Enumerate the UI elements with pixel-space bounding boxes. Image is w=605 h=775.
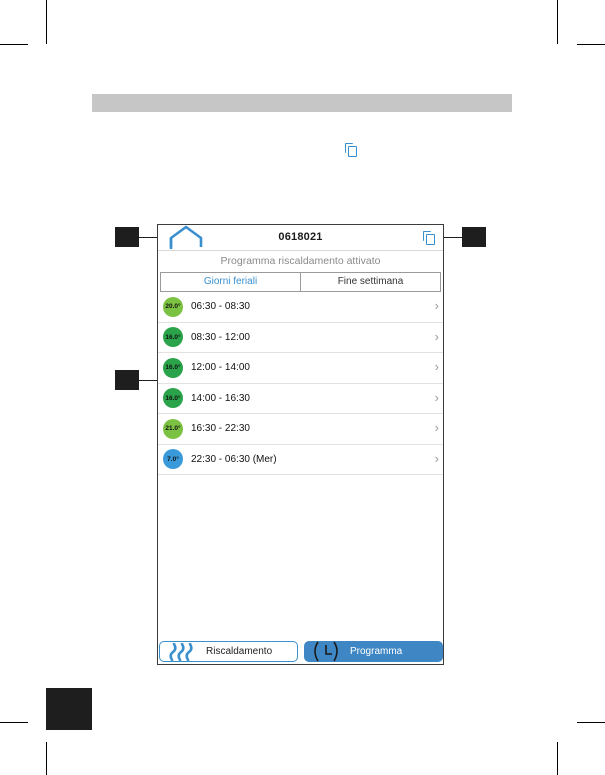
crop-mark [557,0,558,44]
temperature-badge: 21.0° [163,419,183,439]
callout-line [139,380,158,381]
schedule-row[interactable] [158,384,443,415]
crop-mark [557,742,558,775]
bottom-nav [158,640,443,664]
temperature-badge: 16.0° [163,388,183,408]
time-range: 22:30 - 06:30 (Mer) [191,453,277,465]
tab-weekdays[interactable]: Giorni feriali [161,273,301,291]
schedule-row[interactable] [158,445,443,476]
title-bar [158,225,443,251]
callout-marker-left-list [115,370,139,390]
time-range: 14:00 - 16:30 [191,392,250,404]
temperature-badge: 16.0° [163,327,183,347]
time-range: 06:30 - 08:30 [191,301,250,313]
chevron-right-icon: › [434,298,439,313]
schedule-list [158,292,443,475]
callout-marker-left-top [115,227,139,247]
section-header-bar [92,94,512,112]
program-button[interactable] [304,641,443,662]
chevron-right-icon: › [434,450,439,466]
chevron-right-icon: › [434,328,439,344]
copy-icon[interactable] [426,234,435,245]
heating-button-label: Riscaldamento [206,646,273,657]
time-range: 12:00 - 14:00 [191,362,250,374]
phone-screen [157,224,444,665]
heating-button[interactable] [159,641,298,662]
time-range: 08:30 - 12:00 [191,331,250,343]
program-button-label: Programma [350,646,403,657]
crop-mark [46,0,47,44]
crop-mark [577,44,605,45]
schedule-row[interactable] [158,292,443,323]
copy-icon [348,146,357,157]
day-tabs [160,272,441,292]
tab-weekend[interactable]: Fine settimana [337,276,404,287]
temperature-badge: 16.0° [163,358,183,378]
callout-marker-right-top [462,227,486,247]
schedule-row[interactable] [158,353,443,384]
clock-icon [308,641,344,662]
page-number-block [46,688,92,730]
time-range: 16:30 - 22:30 [191,423,250,435]
temperature-badge: 20.0° [163,297,183,317]
device-id: 0618021 [278,231,323,243]
heat-waves-icon [166,643,198,661]
schedule-row[interactable] [158,414,443,445]
schedule-row[interactable] [158,323,443,354]
crop-mark [577,722,605,723]
crop-mark [0,44,28,45]
crop-mark [46,742,47,775]
status-text: Programma riscaldamento attivato [220,255,381,267]
chevron-right-icon: › [434,420,439,435]
temperature-badge: 7.0° [163,449,183,469]
crop-mark [0,722,28,723]
chevron-right-icon: › [434,359,439,374]
chevron-right-icon: › [434,389,439,405]
